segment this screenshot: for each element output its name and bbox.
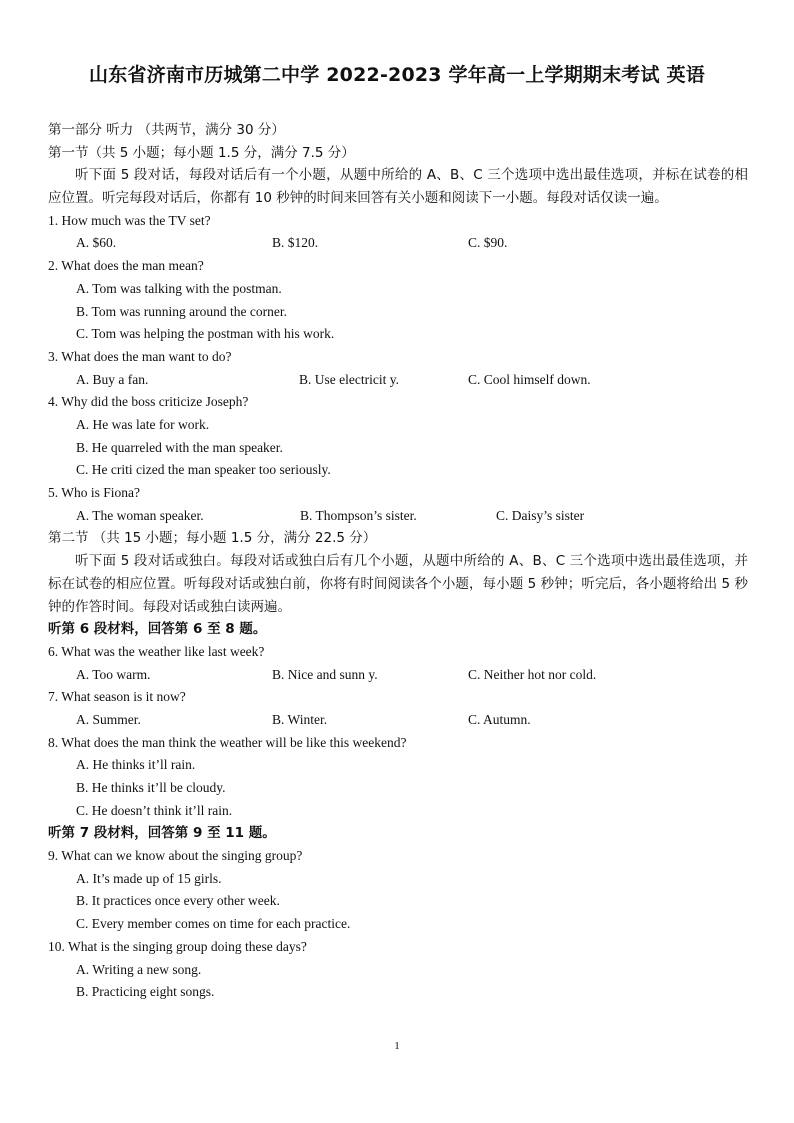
option-c: C. Neither hot nor cold.: [468, 666, 597, 682]
option-a: A. Tom was talking with the postman.: [76, 280, 282, 296]
question-1-options: [48, 232, 748, 255]
option-b: B. He quarreled with the man speaker.: [76, 439, 283, 455]
question-4: 4. Why did the boss criticize Joseph?: [48, 394, 249, 410]
option-c: C. Every member comes on time for each practice.: [76, 916, 351, 932]
question-3: 3. What does the man want to do?: [48, 348, 232, 364]
question-10: 10. What is the singing group doing these days?: [48, 938, 307, 954]
section1-header: 第一节（共 5 小题；每小题 1.5 分，满分 7.5 分）: [48, 144, 355, 161]
question-7: 7. What season is it now?: [48, 689, 186, 705]
section1-instructions: 听下面 5 段对话，每段对话后有一个小题，从题中所给的 A、B、C 三个选项中选出最佳选项，并标在试卷的相应位置。听完每段对话后，你都有 10 秒钟的时间来回答有关小题和阅读下一小题。每段对话仅读一遍。: [48, 167, 748, 207]
option-b: B. It practices once every other week.: [76, 893, 280, 909]
option-b: B. Thompson’s sister.: [300, 507, 417, 523]
question-7-options: [48, 709, 748, 732]
option-c: C. He doesn’t think it’ll rain.: [76, 802, 233, 818]
option-a: A. $60.: [76, 235, 117, 251]
question-8: 8. What does the man think the weather will be like this weekend?: [48, 734, 407, 750]
question-6-options: [48, 664, 748, 687]
option-b: B. Practicing eight songs.: [76, 984, 215, 1000]
section2-header: 第二节 （共 15 小题；每小题 1.5 分，满分 22.5 分）: [48, 530, 377, 547]
question-6: 6. What was the weather like last week?: [48, 643, 265, 659]
option-c: C. Daisy’s sister: [496, 507, 585, 523]
option-b: B. Use electricit y.: [299, 371, 399, 387]
question-5: 5. Who is Fiona?: [48, 485, 140, 501]
option-b: B. Tom was running around the corner.: [76, 303, 288, 319]
option-c: C. Tom was helping the postman with his work.: [76, 326, 335, 342]
material-7-header: 听第 7 段材料，回答第 9 至 11 题。: [48, 825, 276, 842]
question-9: 9. What can we know about the singing group?: [48, 848, 303, 864]
option-b: B. Winter.: [272, 711, 328, 727]
question-2: 2. What does the man mean?: [48, 258, 204, 274]
page-number: 1: [394, 1040, 400, 1052]
question-1: 1. How much was the TV set?: [48, 212, 211, 228]
option-b: B. $120.: [272, 235, 319, 251]
option-a: A. He thinks it’ll rain.: [76, 757, 196, 773]
option-c: C. He criti cized the man speaker too seriously.: [76, 462, 331, 478]
option-b: B. Nice and sunn y.: [272, 666, 378, 682]
option-a: A. Buy a fan.: [76, 371, 149, 387]
option-a: A. Too warm.: [76, 666, 151, 682]
document-title: 山东省济南市历城第二中学 2022-2023 学年高一上学期期末考试 英语: [89, 64, 705, 86]
material-6-header: 听第 6 段材料，回答第 6 至 8 题。: [48, 621, 267, 638]
option-b: B. He thinks it’ll be cloudy.: [76, 780, 226, 796]
option-a: A. The woman speaker.: [76, 507, 204, 523]
question-5-options: [48, 505, 748, 528]
option-a: A. He was late for work.: [76, 416, 210, 432]
option-c: C. Cool himself down.: [468, 371, 591, 387]
question-3-options: [48, 369, 748, 392]
option-c: C. Autumn.: [468, 711, 531, 727]
option-a: A. Writing a new song.: [76, 961, 202, 977]
section2-instructions: 听下面 5 段对话或独白。每段对话或独白后有几个小题，从题中所给的 A、B、C 三个选项中选出最佳选项，并标在试卷的相应位置。听每段对话或独白前，你将有时间阅读各个小题，每小题 5 秒钟；听完后，各小题将给出 5 秒钟的作答时间。每段对话或独白读两遍。: [48, 553, 748, 615]
exam-content: [48, 119, 748, 1004]
option-c: C. $90.: [468, 235, 508, 251]
option-a: A. It’s made up of 15 girls.: [76, 870, 222, 886]
part1-header: 第一部分 听力 （共两节，满分 30 分）: [48, 122, 285, 138]
option-a: A. Summer.: [76, 711, 141, 727]
